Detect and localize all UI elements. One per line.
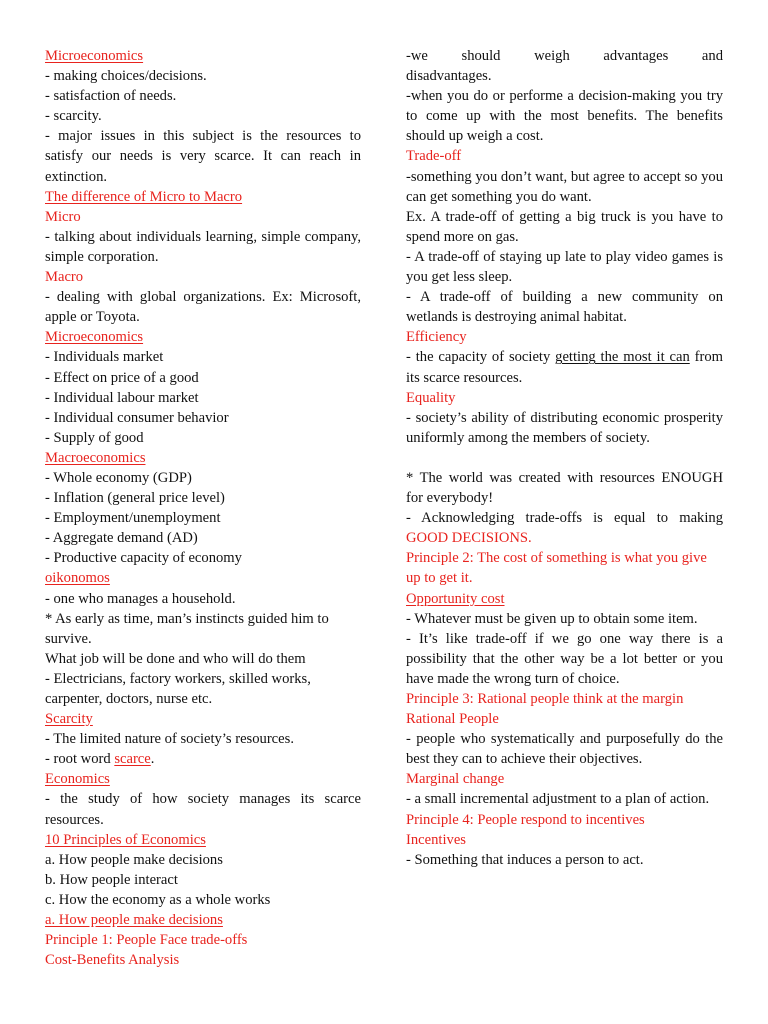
right-column	[406, 46, 723, 870]
macro-definition: - dealing with global organizations. Ex: Microsoft, apple or Toyota.	[45, 289, 361, 326]
root-word: scarce	[114, 751, 151, 768]
text-paragraph: - major issues in this subject is the resources to satisfy our needs is very scarce. It can reach in extinction.	[45, 128, 361, 185]
text-line: disadvantages.	[406, 68, 492, 85]
efficiency-definition	[406, 347, 723, 387]
list-item: - Individual labour market	[45, 389, 199, 406]
heading-opportunity-cost: Opportunity cost	[406, 590, 505, 607]
heading-cost-benefits: Cost-Benefits Analysis	[45, 952, 180, 969]
equality-definition: - society’s ability of distributing economic prosperity uniformly among the members of society.	[406, 409, 723, 446]
heading-oikonomos: oikonomos	[45, 570, 110, 587]
heading-efficiency: Efficiency	[406, 329, 467, 346]
list-item: - Individual consumer behavior	[45, 409, 229, 426]
root-word-line	[45, 749, 361, 769]
acknowledging-text: - Acknowledging trade-offs is equal to making	[406, 510, 723, 527]
efficiency-suffix: from its scarce resources.	[406, 349, 723, 386]
list-item: - Aggregate demand (AD)	[45, 530, 198, 547]
root-word-prefix: - root word	[45, 751, 115, 768]
heading-principle-2: Principle 2: The cost of something is what you give up to get it.	[406, 550, 707, 587]
heading-economics: Economics	[45, 771, 110, 788]
asterisk-note: * As early as time, man’s instincts guided him to survive.	[45, 610, 329, 647]
oikonomos-definition: - one who manages a household.	[45, 590, 236, 607]
heading-marginal-change: Marginal change	[406, 771, 505, 788]
scarcity-definition: - The limited nature of society’s resources.	[45, 731, 294, 748]
text-line: - making choices/decisions.	[45, 68, 207, 85]
heading-principle-4: Principle 4: People respond to incentives	[406, 811, 645, 828]
left-column	[45, 46, 361, 970]
heading-microeconomics: Microeconomics	[45, 48, 144, 64]
root-word-suffix: .	[150, 751, 155, 768]
principle-group-c: c. How the economy as a whole works	[45, 891, 271, 908]
heading-micro: Micro	[45, 208, 81, 225]
efficiency-prefix: - the capacity of society	[406, 349, 556, 366]
list-item: - Whole economy (GDP)	[45, 469, 192, 486]
text-line: What job will be done and who will do them	[45, 650, 306, 667]
economics-definition: - the study of how society manages its scarce resources.	[45, 791, 361, 828]
trade-off-example: - A trade-off of building a new community on wetlands is destroying animal habitat.	[406, 289, 723, 326]
heading-scarcity: Scarcity	[45, 711, 93, 728]
list-item: - Inflation (general price level)	[45, 490, 225, 507]
text-line: -we should weigh advantages and	[406, 48, 723, 64]
list-item: - Productive capacity of economy	[45, 550, 242, 567]
heading-macroeconomics: Macroeconomics	[45, 449, 146, 466]
marginal-change-definition: - a small incremental adjustment to a plan of action.	[406, 791, 710, 808]
opportunity-cost-definition: - Whatever must be given up to obtain some item.	[406, 610, 698, 627]
trade-off-example: - A trade-off of staying up late to play video games is you get less sleep.	[406, 248, 723, 286]
trade-off-definition: -something you don’t want, but agree to accept so you can get something you do want.	[406, 168, 723, 205]
world-note: * The world was created with resources ENOUGH for everybody!	[406, 469, 723, 507]
list-item: - Individuals market	[45, 349, 164, 366]
principle-group-b: b. How people interact	[45, 871, 178, 888]
heading-microeconomics-2: Microeconomics	[45, 329, 144, 346]
acknowledging-line	[406, 508, 723, 548]
heading-principle-3: Principle 3: Rational people think at the margin	[406, 691, 684, 707]
trade-off-example: Ex. A trade-off of getting a big truck is you have to spend more on gas.	[406, 208, 723, 245]
heading-trade-off: Trade-off	[406, 148, 462, 165]
list-item: - Supply of good	[45, 429, 144, 446]
micro-definition: - talking about individuals learning, simple company, simple corporation.	[45, 228, 361, 265]
heading-difference: The difference of Micro to Macro	[45, 188, 243, 205]
heading-macro: Macro	[45, 269, 84, 286]
heading-incentives: Incentives	[406, 831, 466, 848]
efficiency-underlined: getting the most it can	[555, 349, 690, 366]
heading-principle-1: Principle 1: People Face trade-offs	[45, 932, 248, 949]
heading-10-principles: 10 Principles of Economics	[45, 831, 206, 848]
principle-group-a: a. How people make decisions	[45, 851, 223, 868]
heading-people-decisions: a. How people make decisions	[45, 912, 223, 929]
blank-line	[406, 448, 723, 468]
good-decisions: GOOD DECISIONS.	[406, 530, 532, 547]
text-line: - scarcity.	[45, 108, 102, 125]
text-paragraph: -when you do or performe a decision-making you try to come up with the most benefits. The benefits should up weigh a cost.	[406, 88, 723, 145]
workers-list: - Electricians, factory workers, skilled works, carpenter, doctors, nurse etc.	[45, 670, 311, 707]
heading-rational-people: Rational People	[406, 711, 499, 728]
rational-people-definition: - people who systematically and purposefully do the best they can to achieve their objectives.	[406, 731, 723, 768]
list-item: - Effect on price of a good	[45, 369, 199, 386]
text-line: - satisfaction of needs.	[45, 88, 177, 105]
list-item: - Employment/unemployment	[45, 510, 221, 527]
heading-equality: Equality	[406, 389, 456, 406]
incentives-definition: - Something that induces a person to act.	[406, 851, 644, 868]
opportunity-cost-explanation: - It’s like trade-off if we go one way there is a possibility that the other way be a lot better or you have made the wrong turn of choice.	[406, 630, 723, 687]
